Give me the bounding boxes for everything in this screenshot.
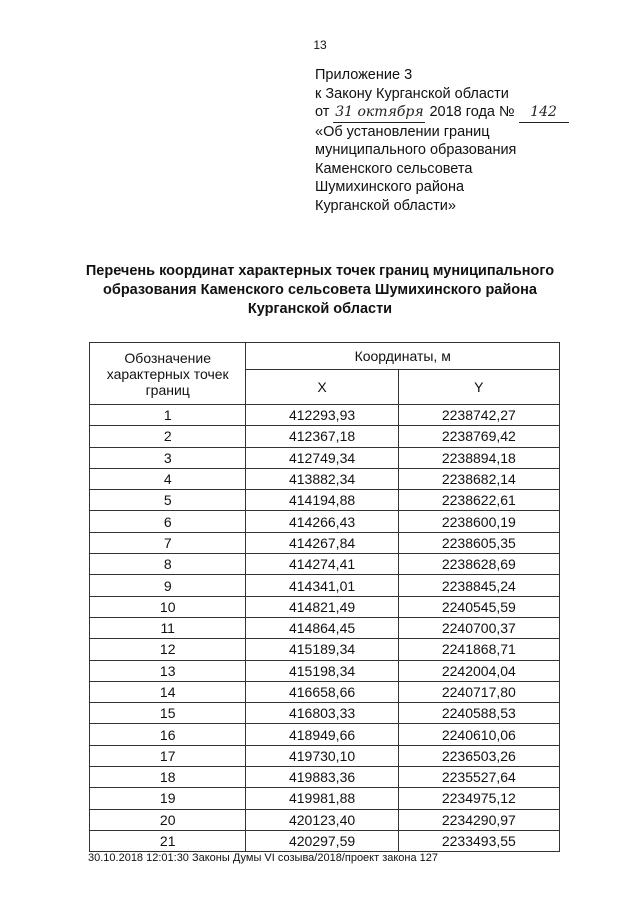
appendix-law-ref: к Закону Курганской области bbox=[315, 85, 509, 102]
point-number-cell: 13 bbox=[90, 660, 246, 681]
appendix-date-line bbox=[315, 103, 569, 123]
appendix-year: 2018 года № bbox=[429, 104, 515, 120]
table-row bbox=[90, 809, 560, 830]
y-coordinate-cell: 2233493,55 bbox=[398, 830, 559, 851]
y-coordinate-cell: 2238605,35 bbox=[398, 532, 559, 553]
coordinates-body bbox=[90, 405, 560, 852]
coordinates-header: Координаты, м bbox=[246, 343, 560, 370]
table-row bbox=[90, 788, 560, 809]
point-number-cell: 16 bbox=[90, 724, 246, 745]
x-coordinate-cell: 414864,45 bbox=[246, 617, 398, 638]
x-coordinate-cell: 419981,88 bbox=[246, 788, 398, 809]
y-coordinate-cell: 2238894,18 bbox=[398, 447, 559, 468]
appendix-law-title-3: Каменского сельсовета bbox=[315, 160, 473, 177]
title-line-3: Курганской области bbox=[247, 301, 393, 317]
x-coordinate-cell: 416658,66 bbox=[246, 681, 398, 702]
point-number-cell: 12 bbox=[90, 639, 246, 660]
y-coordinate-cell: 2236503,26 bbox=[398, 745, 559, 766]
x-coordinate-cell: 415198,34 bbox=[246, 660, 398, 681]
point-number-cell: 14 bbox=[90, 681, 246, 702]
point-number-cell: 19 bbox=[90, 788, 246, 809]
appendix-block bbox=[315, 66, 569, 215]
x-coordinate-cell: 418949,66 bbox=[246, 724, 398, 745]
y-coordinate-cell: 2240545,59 bbox=[398, 596, 559, 617]
designation-header: Обозначение характерных точек границ bbox=[90, 343, 246, 405]
table-row bbox=[90, 490, 560, 511]
point-number-cell: 15 bbox=[90, 703, 246, 724]
x-coordinate-cell: 413882,34 bbox=[246, 468, 398, 489]
x-coordinate-cell: 412293,93 bbox=[246, 405, 398, 426]
point-number-cell: 21 bbox=[90, 830, 246, 851]
y-coordinate-cell: 2240588,53 bbox=[398, 703, 559, 724]
appendix-law-title-2: муниципального образования bbox=[315, 142, 517, 158]
y-coordinate-cell: 2235527,64 bbox=[398, 767, 559, 788]
y-coordinate-cell: 2238622,61 bbox=[398, 490, 559, 511]
x-coordinate-cell: 415189,34 bbox=[246, 639, 398, 660]
point-number-cell: 9 bbox=[90, 575, 246, 596]
table-row bbox=[90, 681, 560, 702]
point-number-cell: 18 bbox=[90, 767, 246, 788]
point-number-cell: 8 bbox=[90, 554, 246, 575]
x-coordinate-cell: 414266,43 bbox=[246, 511, 398, 532]
x-coordinate-cell: 420297,59 bbox=[246, 830, 398, 851]
y-coordinate-cell: 2242004,04 bbox=[398, 660, 559, 681]
y-coordinate-cell: 2238600,19 bbox=[398, 511, 559, 532]
handwritten-number: 142 bbox=[519, 103, 569, 123]
coordinates-table bbox=[89, 342, 560, 852]
x-coordinate-cell: 414341,01 bbox=[246, 575, 398, 596]
table-row bbox=[90, 724, 560, 745]
table-row bbox=[90, 830, 560, 851]
footer-stamp: 30.10.2018 12:01:30 Законы Думы VI созыва/2018/проект закона 127 bbox=[88, 852, 439, 864]
handwritten-date: 31 октября bbox=[333, 103, 425, 123]
table-row bbox=[90, 511, 560, 532]
y-coordinate-cell: 2240700,37 bbox=[398, 617, 559, 638]
point-number-cell: 2 bbox=[90, 426, 246, 447]
y-coordinate-cell: 2238769,42 bbox=[398, 426, 559, 447]
y-header: Y bbox=[398, 370, 559, 405]
table-row bbox=[90, 767, 560, 788]
title-line-2: образования Каменского сельсовета Шумихинского района bbox=[103, 282, 537, 298]
x-header: X bbox=[246, 370, 398, 405]
point-number-cell: 7 bbox=[90, 532, 246, 553]
point-number-cell: 20 bbox=[90, 809, 246, 830]
table-row bbox=[90, 575, 560, 596]
table-row bbox=[90, 447, 560, 468]
x-coordinate-cell: 419730,10 bbox=[246, 745, 398, 766]
y-coordinate-cell: 2238742,27 bbox=[398, 405, 559, 426]
y-coordinate-cell: 2234975,12 bbox=[398, 788, 559, 809]
y-coordinate-cell: 2240610,06 bbox=[398, 724, 559, 745]
y-coordinate-cell: 2240717,80 bbox=[398, 681, 559, 702]
point-number-cell: 10 bbox=[90, 596, 246, 617]
x-coordinate-cell: 414274,41 bbox=[246, 554, 398, 575]
table-row bbox=[90, 532, 560, 553]
point-number-cell: 1 bbox=[90, 405, 246, 426]
table-row bbox=[90, 468, 560, 489]
point-number-cell: 5 bbox=[90, 490, 246, 511]
x-coordinate-cell: 419883,36 bbox=[246, 767, 398, 788]
y-coordinate-cell: 2238682,14 bbox=[398, 468, 559, 489]
appendix-from: от bbox=[315, 104, 330, 120]
document-title bbox=[0, 262, 640, 319]
table-row bbox=[90, 639, 560, 660]
table-row bbox=[90, 426, 560, 447]
point-number-cell: 3 bbox=[90, 447, 246, 468]
table-row bbox=[90, 703, 560, 724]
appendix-title: Приложение 3 bbox=[315, 67, 413, 83]
table-row bbox=[90, 660, 560, 681]
appendix-law-title-5: Курганской области» bbox=[315, 197, 456, 214]
y-coordinate-cell: 2241868,71 bbox=[398, 639, 559, 660]
x-coordinate-cell: 420123,40 bbox=[246, 809, 398, 830]
y-coordinate-cell: 2238845,24 bbox=[398, 575, 559, 596]
point-number-cell: 17 bbox=[90, 745, 246, 766]
point-number-cell: 11 bbox=[90, 617, 246, 638]
appendix-law-title-4: Шумихинского района bbox=[315, 179, 465, 195]
table-row bbox=[90, 596, 560, 617]
x-coordinate-cell: 412367,18 bbox=[246, 426, 398, 447]
title-line-1: Перечень координат характерных точек границ муниципального bbox=[85, 263, 555, 279]
x-coordinate-cell: 416803,33 bbox=[246, 703, 398, 724]
appendix-law-title-1: «Об установлении границ bbox=[315, 123, 490, 140]
x-coordinate-cell: 412749,34 bbox=[246, 447, 398, 468]
page-number: 13 bbox=[313, 38, 327, 52]
table-row bbox=[90, 405, 560, 426]
y-coordinate-cell: 2238628,69 bbox=[398, 554, 559, 575]
table-row bbox=[90, 745, 560, 766]
point-number-cell: 6 bbox=[90, 511, 246, 532]
point-number-cell: 4 bbox=[90, 468, 246, 489]
x-coordinate-cell: 414821,49 bbox=[246, 596, 398, 617]
table-row bbox=[90, 617, 560, 638]
table-row bbox=[90, 554, 560, 575]
x-coordinate-cell: 414267,84 bbox=[246, 532, 398, 553]
x-coordinate-cell: 414194,88 bbox=[246, 490, 398, 511]
y-coordinate-cell: 2234290,97 bbox=[398, 809, 559, 830]
